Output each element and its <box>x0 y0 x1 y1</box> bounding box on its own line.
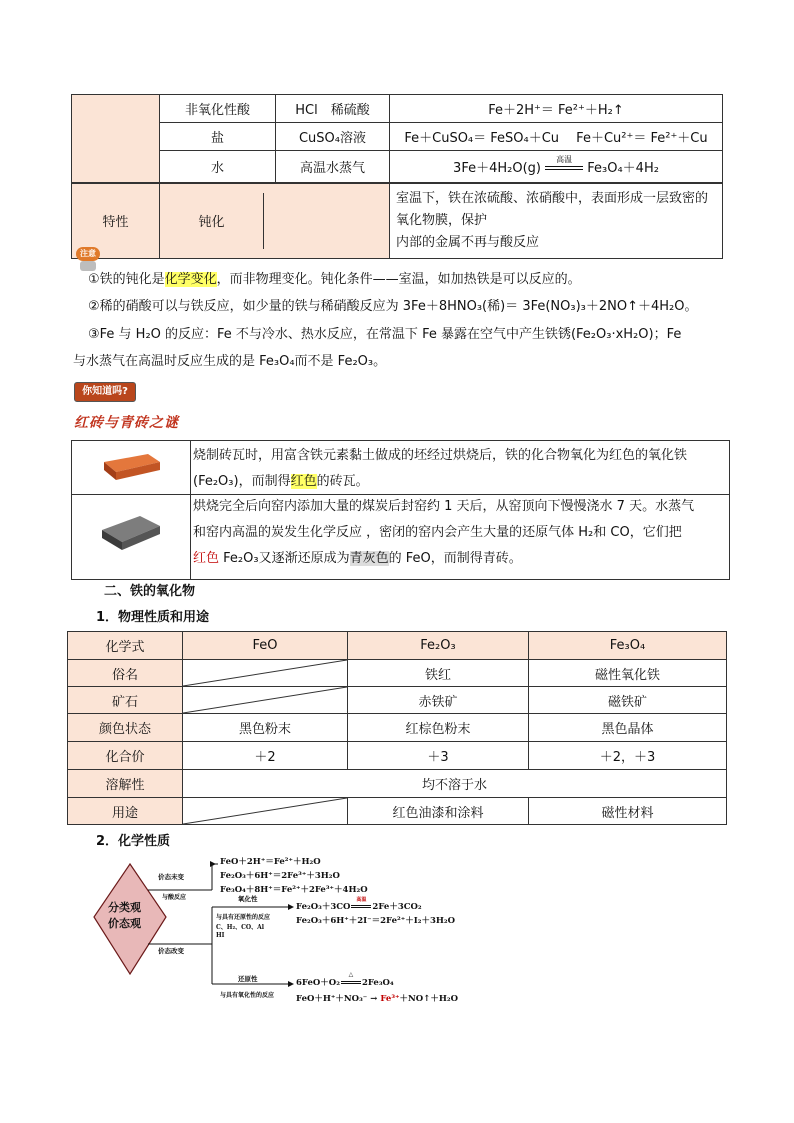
oxide-row-label: 矿石 <box>68 687 183 714</box>
red-eq2-red: Fe³⁺ <box>380 994 400 1004</box>
note-line-1 <box>88 270 581 290</box>
note-line1-pre: ①铁的钝化是 <box>88 272 165 287</box>
ox-eq1 <box>296 897 422 912</box>
oxide-table <box>67 631 727 825</box>
oxide-cell: ＋2，＋3 <box>529 742 727 770</box>
category-blank-cell <box>72 95 160 183</box>
oxide-row-label: 化合价 <box>68 742 183 770</box>
red-brick-line2-post: 的砖瓦。 <box>316 474 369 489</box>
red-eq1 <box>296 971 394 988</box>
diagram-center-label: 分类观 价态观 <box>108 901 141 930</box>
special-name-wrap <box>160 183 390 259</box>
oxide-row-label: 俗名 <box>68 660 183 687</box>
note-line-4: 与水蒸气在高温时反应生成的是 Fe₃O₄而不是 Fe₂O₃。 <box>73 354 387 369</box>
oxide-cell: 黑色晶体 <box>529 714 727 742</box>
oxide-cell: ＋2 <box>183 742 348 770</box>
red-eq1-left: 6FeO＋O₂ <box>296 978 340 988</box>
row-category: 非氧化性酸 <box>160 95 276 123</box>
note-icon-text: 注意 <box>76 247 100 261</box>
oxidizing-label: 氧化性 <box>238 895 258 903</box>
oxide-row-label: 溶解性 <box>68 770 183 798</box>
oxide-cell: 铁红 <box>348 660 529 687</box>
condition-text: 高温 <box>556 155 573 165</box>
oxidizing-sub2: C、H₂、CO、Al <box>216 924 265 931</box>
know-title: 红砖与青砖之谜 <box>74 415 179 431</box>
blue-brick-red-word: 红色 <box>193 551 220 566</box>
note-line1-post: ，而非物理变化。钝化条件——室温，如加热铁是可以反应的。 <box>216 272 581 287</box>
subsection-physical: 1．物理性质和用途 <box>96 610 210 625</box>
oxide-cell: 红色油漆和涂料 <box>348 798 529 825</box>
ox-eq1-cond <box>350 897 372 912</box>
red-brick-highlight: 红色 <box>290 474 317 489</box>
section-title: 二、铁的氧化物 <box>104 584 196 599</box>
oxide-header: 化学式 <box>68 632 183 660</box>
red-brick-line1: 烧制砖瓦时，用富含铁元素黏土做成的坯经过烘烧后，铁的化合物氧化为红色的氧化铁 <box>193 448 688 463</box>
oxide-cell: 磁铁矿 <box>529 687 727 714</box>
branch1-eq: Fe₃O₄＋8H⁺＝Fe²⁺＋2Fe³⁺＋4H₂O <box>220 885 368 895</box>
steam-eq-right: Fe₃O₄＋4H₂ <box>587 160 659 176</box>
row-reagent: HCl 稀硫酸 <box>276 95 390 123</box>
row-equation: Fe＋2H⁺＝ Fe²⁺＋H₂↑ <box>390 95 723 123</box>
special-label: 特性 <box>72 183 160 259</box>
know-badge: 你知道吗? <box>74 382 136 402</box>
note-line-3: ③Fe 与 H₂O 的反应：Fe 不与冷水、热水反应，在常温下 Fe 暴露在空气中产生铁锈(Fe₂O₃·xH₂O)；Fe <box>88 327 682 342</box>
red-eq2 <box>296 992 458 1004</box>
chemistry-diagram <box>90 852 470 1007</box>
branch1-eq: FeO＋2H⁺＝Fe²⁺＋H₂O <box>220 857 321 867</box>
oxide-empty-diagonal <box>183 687 348 714</box>
branch1-eq: Fe₂O₃＋6H⁺＝2Fe³⁺＋3H₂O <box>220 871 340 881</box>
row-category: 水 <box>160 151 276 183</box>
special-desc-line2: 内部的金属不再与酸反应 <box>396 234 540 250</box>
oxide-cell: 赤铁矿 <box>348 687 529 714</box>
blue-brick-text <box>193 494 694 572</box>
red-brick-line2-pre: (Fe₂O₃)，而制得 <box>193 474 291 489</box>
ox-eq1-left: Fe₂O₃＋3CO <box>296 902 351 912</box>
oxide-cell: 黑色粉末 <box>183 714 348 742</box>
oxide-merged-cell: 均不溶于水 <box>183 770 727 798</box>
blue-brick-line3 <box>193 546 694 572</box>
special-name: 钝化 <box>160 193 264 249</box>
blue-brick-line3-mid: Fe₂O₃又逐渐还原成为 <box>219 551 350 566</box>
oxide-cell: 红棕色粉末 <box>348 714 529 742</box>
oxide-cell: 磁性氧化铁 <box>529 660 727 687</box>
branch2-label: 价态改变 <box>158 947 184 955</box>
row-reagent: 高温水蒸气 <box>276 151 390 183</box>
branch1-label: 价态未变 <box>158 873 184 881</box>
blue-brick-gray-word: 青灰色 <box>349 551 389 566</box>
row-equation: Fe＋CuSO₄＝ FeSO₄＋Cu Fe＋Cu²⁺＝ Fe²⁺＋Cu <box>390 123 723 151</box>
red-eq1-cond-text: △ <box>348 971 354 978</box>
row-category: 盐 <box>160 123 276 151</box>
blue-brick-line1: 烘烧完全后向窑内添加大量的煤炭后封窑约 1 天后，从窑顶向下慢慢浇水 7 天。水蒸气 <box>193 499 695 514</box>
ox-eq1-right: 2Fe＋3CO₂ <box>372 902 422 912</box>
oxide-row-label: 颜色状态 <box>68 714 183 742</box>
note-line1-highlight: 化学变化 <box>164 272 217 287</box>
ox-eq2: Fe₂O₃＋6H⁺＋2I⁻＝2Fe²⁺＋I₂＋3H₂O <box>296 916 456 926</box>
oxide-empty-diagonal <box>183 798 348 825</box>
subsection-chemical: 2．化学性质 <box>96 834 171 849</box>
blue-brick-line2: 和窑内高温的炭发生化学反应 ，密闭的窑内会产生大量的还原气体 H₂和 CO，它们把 <box>193 525 682 540</box>
note-icon <box>76 247 102 271</box>
steam-eq-left: 3Fe＋4H₂O(g) <box>453 160 541 176</box>
note-line-2: ②稀的硝酸可以与铁反应，如少量的铁与稀硝酸反应为 3Fe＋8HNO₃(稀)＝ 3Fe(NO₃)₃＋2NO↑＋4H₂O。 <box>88 299 698 314</box>
red-eq1-right: 2Fe₃O₄ <box>361 978 394 988</box>
red-brick-text <box>193 443 687 495</box>
branch1-sub: 与酸反应 <box>162 894 187 901</box>
oxide-header: Fe₃O₄ <box>529 632 727 660</box>
ox-eq1-cond-text: 高温 <box>356 897 367 903</box>
special-desc <box>390 183 723 259</box>
iron-reaction-table <box>71 94 723 259</box>
reducing-sub: 与具有氧化性的反应 <box>220 992 275 999</box>
red-eq2-post: ＋NO↑＋H₂O <box>399 994 458 1004</box>
oxidizing-sub3: HI <box>216 932 225 939</box>
reducing-label: 还原性 <box>238 975 258 983</box>
blue-brick-line3-post: 的 FeO，而制得青砖。 <box>388 551 522 566</box>
oxide-cell: 磁性材料 <box>529 798 727 825</box>
oxide-header: Fe₂O₃ <box>348 632 529 660</box>
blue-brick-image <box>98 510 164 552</box>
red-brick-image <box>100 450 162 482</box>
row-reagent: CuSO₄溶液 <box>276 123 390 151</box>
special-desc-line1: 室温下，铁在浓硫酸、浓硝酸中，表面形成一层致密的氧化物膜，保护 <box>396 190 709 228</box>
oxide-cell: ＋3 <box>348 742 529 770</box>
red-eq2-pre: FeO＋H⁺＋NO₃⁻ → <box>296 994 378 1004</box>
oxidizing-sub1: 与具有还原性的反应 <box>216 914 271 921</box>
row-equation-steam <box>390 151 723 183</box>
oxide-empty-diagonal <box>183 660 348 687</box>
condition-arrow <box>545 155 583 170</box>
oxide-row-label: 用途 <box>68 798 183 825</box>
oxide-header: FeO <box>183 632 348 660</box>
red-brick-line2 <box>193 469 687 495</box>
red-eq1-cond <box>340 971 362 988</box>
